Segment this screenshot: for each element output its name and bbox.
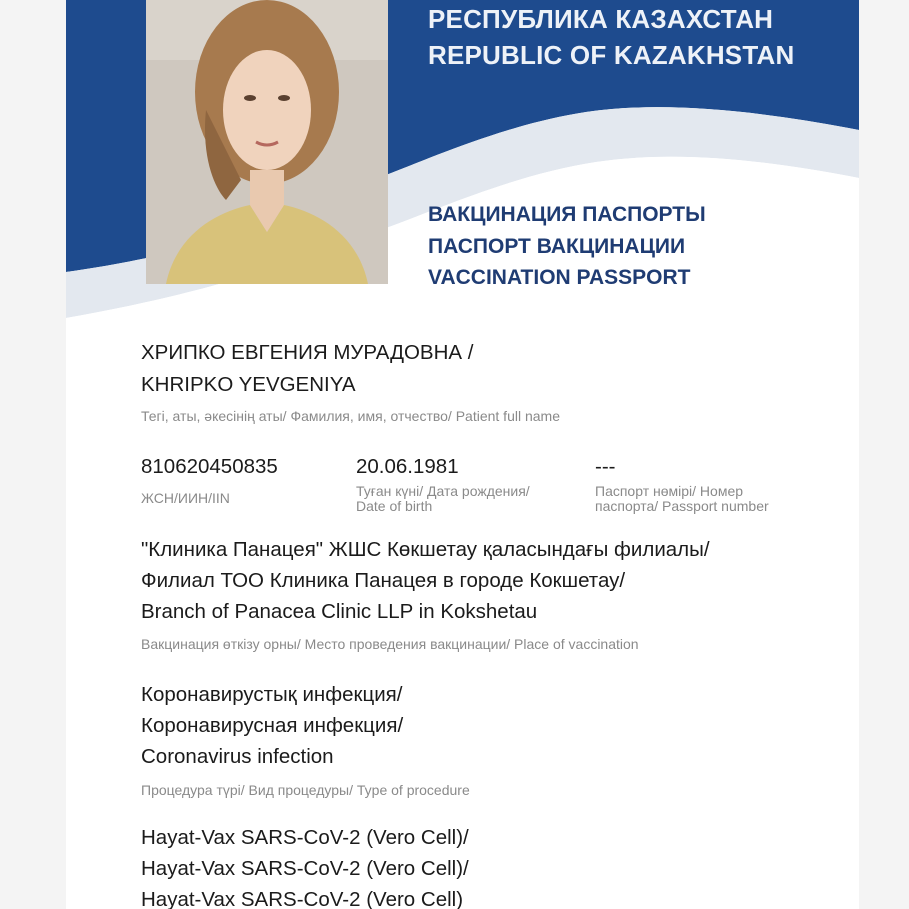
procedure-type-line-1: Коронавирустық инфекция/ bbox=[141, 683, 403, 706]
procedure-type-line-3: Coronavirus infection bbox=[141, 745, 334, 768]
vaccination-place-line-2: Филиал ТОО Клиника Панацея в городе Кокшетау/ bbox=[141, 569, 626, 592]
country-name-en: REPUBLIC OF KAZAKHSTAN bbox=[428, 40, 795, 70]
document-title-ru: ПАСПОРТ ВАКЦИНАЦИИ bbox=[428, 235, 686, 258]
patient-name-line-1: ХРИПКО ЕВГЕНИЯ МУРАДОВНА / bbox=[141, 341, 474, 364]
country-name-ru: РЕСПУБЛИКА КАЗАХСТАН bbox=[428, 4, 774, 34]
vaccine-name-line-3: Hayat-Vax SARS-CoV-2 (Vero Cell) bbox=[141, 888, 464, 909]
patient-photo bbox=[146, 0, 388, 284]
procedure-type-label: Процедура түрі/ Вид процедуры/ Type of procedure bbox=[141, 782, 470, 798]
patient-name-label: Тегі, аты, әкесінің аты/ Фамилия, имя, отчество/ Patient full name bbox=[141, 408, 560, 424]
document-title-kz: ВАКЦИНАЦИЯ ПАСПОРТЫ bbox=[428, 203, 706, 226]
iin-label: ЖСН/ИИН/IIN bbox=[141, 490, 230, 506]
document-title-en: VACCINATION PASSPORT bbox=[428, 266, 691, 289]
iin-value: 810620450835 bbox=[141, 455, 278, 478]
patient-name-line-2: KHRIPKO YEVGENIYA bbox=[141, 373, 356, 396]
vaccination-place-line-3: Branch of Panacea Clinic LLP in Kokshetau bbox=[141, 600, 538, 623]
date-of-birth-label: Туған күні/ Дата рождения/ Date of birth bbox=[356, 483, 530, 514]
procedure-type-line-2: Коронавирусная инфекция/ bbox=[141, 714, 404, 737]
vaccine-name-line-2: Hayat-Vax SARS-CoV-2 (Vero Cell)/ bbox=[141, 857, 469, 880]
vaccination-place-line-1: "Клиника Панацея" ЖШС Көкшетау қаласындағы филиалы/ bbox=[141, 538, 710, 561]
date-of-birth-value: 20.06.1981 bbox=[356, 455, 459, 478]
vaccination-passport-card bbox=[66, 0, 859, 909]
passport-number-label: Паспорт нөмірі/ Номер паспорта/ Passport number bbox=[595, 483, 769, 514]
passport-number-value: --- bbox=[595, 455, 616, 478]
vaccination-place-label: Вакцинация өткізу орны/ Место проведения вакцинации/ Place of vaccination bbox=[141, 636, 639, 652]
vaccine-name-line-1: Hayat-Vax SARS-CoV-2 (Vero Cell)/ bbox=[141, 826, 469, 849]
